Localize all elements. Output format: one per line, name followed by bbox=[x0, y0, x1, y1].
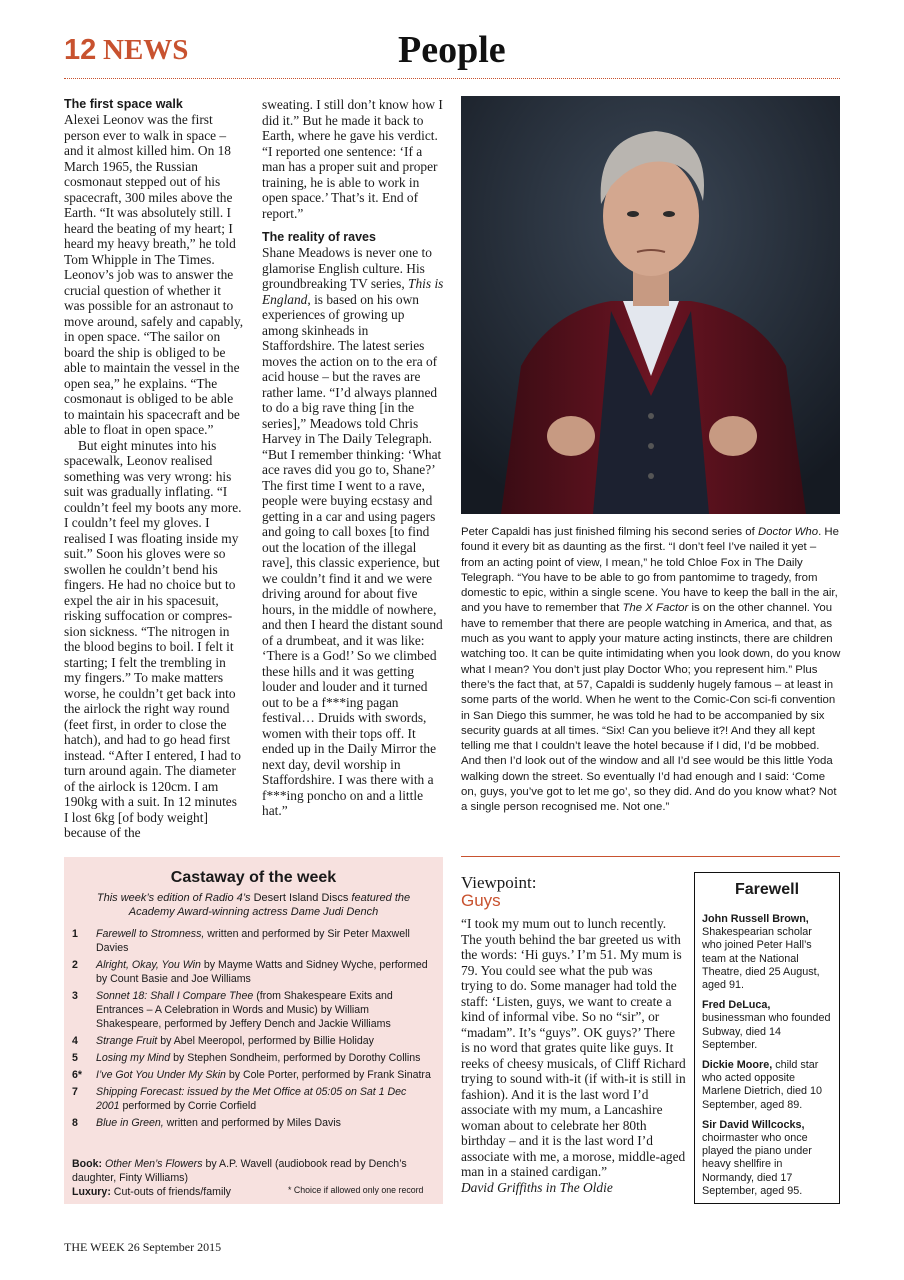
castaway-book: Book: Other Men’s Flowers by A.P. Wavell (audiobook read by Dench’s daughter, Finty Williams) Luxury: Cut-outs of friends/family bbox=[72, 1158, 407, 1198]
article-heading: The reality of raves bbox=[262, 230, 376, 244]
list-item: John Russell Brown, Shakespearian scholar who joined Peter Hall’s team at the National Theatre, died 25 August, aged 91. bbox=[702, 913, 820, 992]
viewpoint-source: David Griffiths in The Oldie bbox=[461, 1179, 613, 1195]
list-item: Sir David Willcocks, choirmaster who once played the piano under heavy shellfire in Normandy, died 17 September, aged 95. bbox=[702, 1118, 812, 1197]
list-item: Dickie Moore, child star who acted opposite Marlene Dietrich, died 10 September, aged 89. bbox=[702, 1059, 823, 1111]
castaway-box bbox=[64, 857, 443, 1204]
section-divider bbox=[461, 856, 840, 857]
viewpoint-title: Guys bbox=[461, 891, 501, 910]
list-item: Fred DeLuca, businessman who founded Subway, died 14 September. bbox=[702, 999, 831, 1051]
list-item: 6* I’ve Got You Under My Skin by Cole Porter, performed by Frank Sinatra bbox=[72, 1069, 431, 1081]
article-paragraph: Shane Meadows is never one to glamorise English culture. His groundbreaking TV series, This is England, is based on his own experiences of growing up among skinheads in Staffordshire. The latest series moves the action on to the era of acid house – but the raves are rather lame. “I’d always planned to do a big rave thing [in the series],” Meadows told Chris Harvey in The Daily Telegraph. “But I remember thinking: ‘What ace raves did you go to, Shane?’ The first time I went to a rave, people were buying ecstasy and getting in a car and using pagers and going to call boxes [to find out the location of the illegal rave], this classic experience, but we couldn’t find it and we were driving around for about five hours, in the middle of nowhere, and then I heard the distant sound of a drumbeat, and it was like: ‘There is a God!’ So we climbed these hills and it was getting louder and louder and it turned out to be a f***ing pagan festival… Druids with swords, women with their tops off. It ended up in the Daily Mirror the next day, devil worship in Staffordshire. I was there with a f***ing poncho on and a little hat.” bbox=[262, 245, 444, 818]
article-heading: The first space walk bbox=[64, 97, 183, 111]
photo-caption: Peter Capaldi has just finished filming his second series of Doctor Who. He found it every bit as daunting as the first. “I don’t feel I’ve nailed it yet – from an acting point of view, I mean,” he told Chloe Fox in The Daily Telegraph. “You have to be able to go from pantomime to tragedy, from domestic to epic, within a single scene. You have to keep the ball in the air, and you have to remember that The X Factor is on the other channel. You have to remember that there are people watching in America, and that, as much as you want to apply your mature acting instincts, there are children watching too. It can be quite intimidating when you look down, do you know what I mean? You don’t just play Doctor Who; you represent him.” Plus there’s the fact that, at 57, Capaldi is suddenly hugely famous – at least in some parts of the world. When he went to the Comic-Con sci-fi convention in San Diego this summer, he was told he had to be accompanied by six security guards at all times. “Six! Can you believe it?! And they all kept telling me that I couldn’t leave the hotel because if I did, I’d be mobbed. And then I’d look out of the window and all I’d see would be this little Yoda walking down the street. So eventually I’d had enough and I said: ‘Come on, guys, you’ve got to let me go’, so they did. And do you know what? Not a single person recognised me. Not one.” bbox=[461, 526, 841, 814]
list-item: 1 Farewell to Stromness, written and performed by Sir Peter Maxwell Davies bbox=[72, 928, 410, 954]
section-label: NEWS bbox=[103, 34, 189, 66]
list-item: 8 Blue in Green, written and performed by Miles Davis bbox=[72, 1117, 341, 1129]
castaway-title: Castaway of the week bbox=[170, 869, 337, 886]
header-divider bbox=[64, 78, 840, 79]
list-item: 5 Losing my Mind by Stephen Sondheim, performed by Dorothy Collins bbox=[72, 1052, 421, 1064]
article-space-walk bbox=[64, 97, 244, 841]
castaway-list bbox=[72, 927, 432, 1133]
article-paragraph: Alexei Leonov was the first person ever to walk in space – and it almost killed him. On 18 March 1965, the Russian cosmonaut stepped out of his spacecraft, 300 miles above the Earth. “It was absolutely still. I heard the beating of my heart; I heard my heavy breath,” he told Tom Whipple in The Times. Leonov’s job was to answer the crucial question of whether it was possible for an astronaut to move around, safely and capably, in open space. “The sailor on board the ship is obliged to be able to maintain the vessel in the open sea,” he explains. “The cosmonaut is obliged to be able to maintain his spacecraft and be able to float in open space.” bbox=[64, 112, 244, 437]
page-title: People bbox=[398, 29, 506, 71]
portrait-photo bbox=[461, 96, 840, 514]
page-footer: THE WEEK 26 September 2015 bbox=[64, 1240, 222, 1254]
page-number: 12 bbox=[64, 34, 97, 66]
list-item: 7 Shipping Forecast: issued by the Met Office at 05:05 on Sat 1 Dec 2001 performed by Corrie Corfield bbox=[72, 1086, 407, 1112]
farewell-box bbox=[694, 872, 840, 1204]
article-paragraph: But eight minutes into his spacewalk, Leonov realised something was very wrong: his suit was gradually inflating. “I couldn’t feel my boots any more. I couldn’t feel my gloves. I realised I was floating inside my suit.” Soon his gloves were so swollen he couldn’t bend his fingers. He had no choice but to expel the air in his spacesuit, risking suffocation or compression sickness. “The nitrogen in the blood begins to boil. I felt it starting; I felt the trembling in my fingers.” To make matters worse, he couldn’t get back into the airlock the right way round (feet first, in order to close the hatch), and had to go head first instead. “After I entered, I had to turn around again. The diameter of the airlock is 120cm. I am 190kg with a suit. In 12 minutes I lost 6kg [of body weight] because of the bbox=[64, 437, 242, 840]
list-item: 2 Alright, Okay, You Win by Mayme Watts and Sidney Wyche, performed by Count Basie and Joe Williams bbox=[72, 959, 428, 985]
viewpoint-body: “I took my mum out to lunch recently. The youth behind the bar greeted us with the words: ‘Hi guys.’ I’m 51. My mum is 79. You could see what the pub was trying to do. Some manager had told the staff: ‘Listen, guys, we want to create a kind of informal vibe. So no “sir”, or “madam”. It’s “guys”. OK guys?’ There is no word that grates quite like guys. It reeks of cheesy musicals, of Cliff Richard trying to sound with-it (if with-it is still in fashion). And it is the last word I’d associate with my mum, a Lancashire woman about to celebrate her 80th birthday – and it is the last word I’d associate with me, a morose, middle-aged man in a stained cardigan.” David Griffiths in The Oldie bbox=[461, 916, 686, 1195]
list-item: 4 Strange Fruit by Abel Meeropol, performed by Billie Holiday bbox=[72, 1035, 374, 1047]
list-item: 3 Sonnet 18: Shall I Compare Thee (from Shakespeare Exits and Entrances – A Celebration in Words and Music) by William Shakespeare, performed by Jeffery Dench and Jackie Williams bbox=[72, 990, 393, 1030]
castaway-intro: This week’s edition of Radio 4’s Desert Island Discs featured the Academy Award-winning actress Dame Judi Dench bbox=[96, 892, 411, 918]
farewell-title: Farewell bbox=[734, 881, 800, 898]
castaway-note: * Choice if allowed only one record bbox=[288, 1185, 424, 1195]
article-raves bbox=[262, 97, 444, 819]
viewpoint-label: Viewpoint: bbox=[461, 873, 537, 892]
portrait-illustration bbox=[461, 96, 840, 514]
article-paragraph: sweating. I still don’t know how I did it.” But he made it back to Earth, where he gave his verdict. “I reported one sentence: ‘If a man has a proper suit and proper training, he is able to work in open space.’ That’s it. End of report.” bbox=[262, 97, 443, 221]
